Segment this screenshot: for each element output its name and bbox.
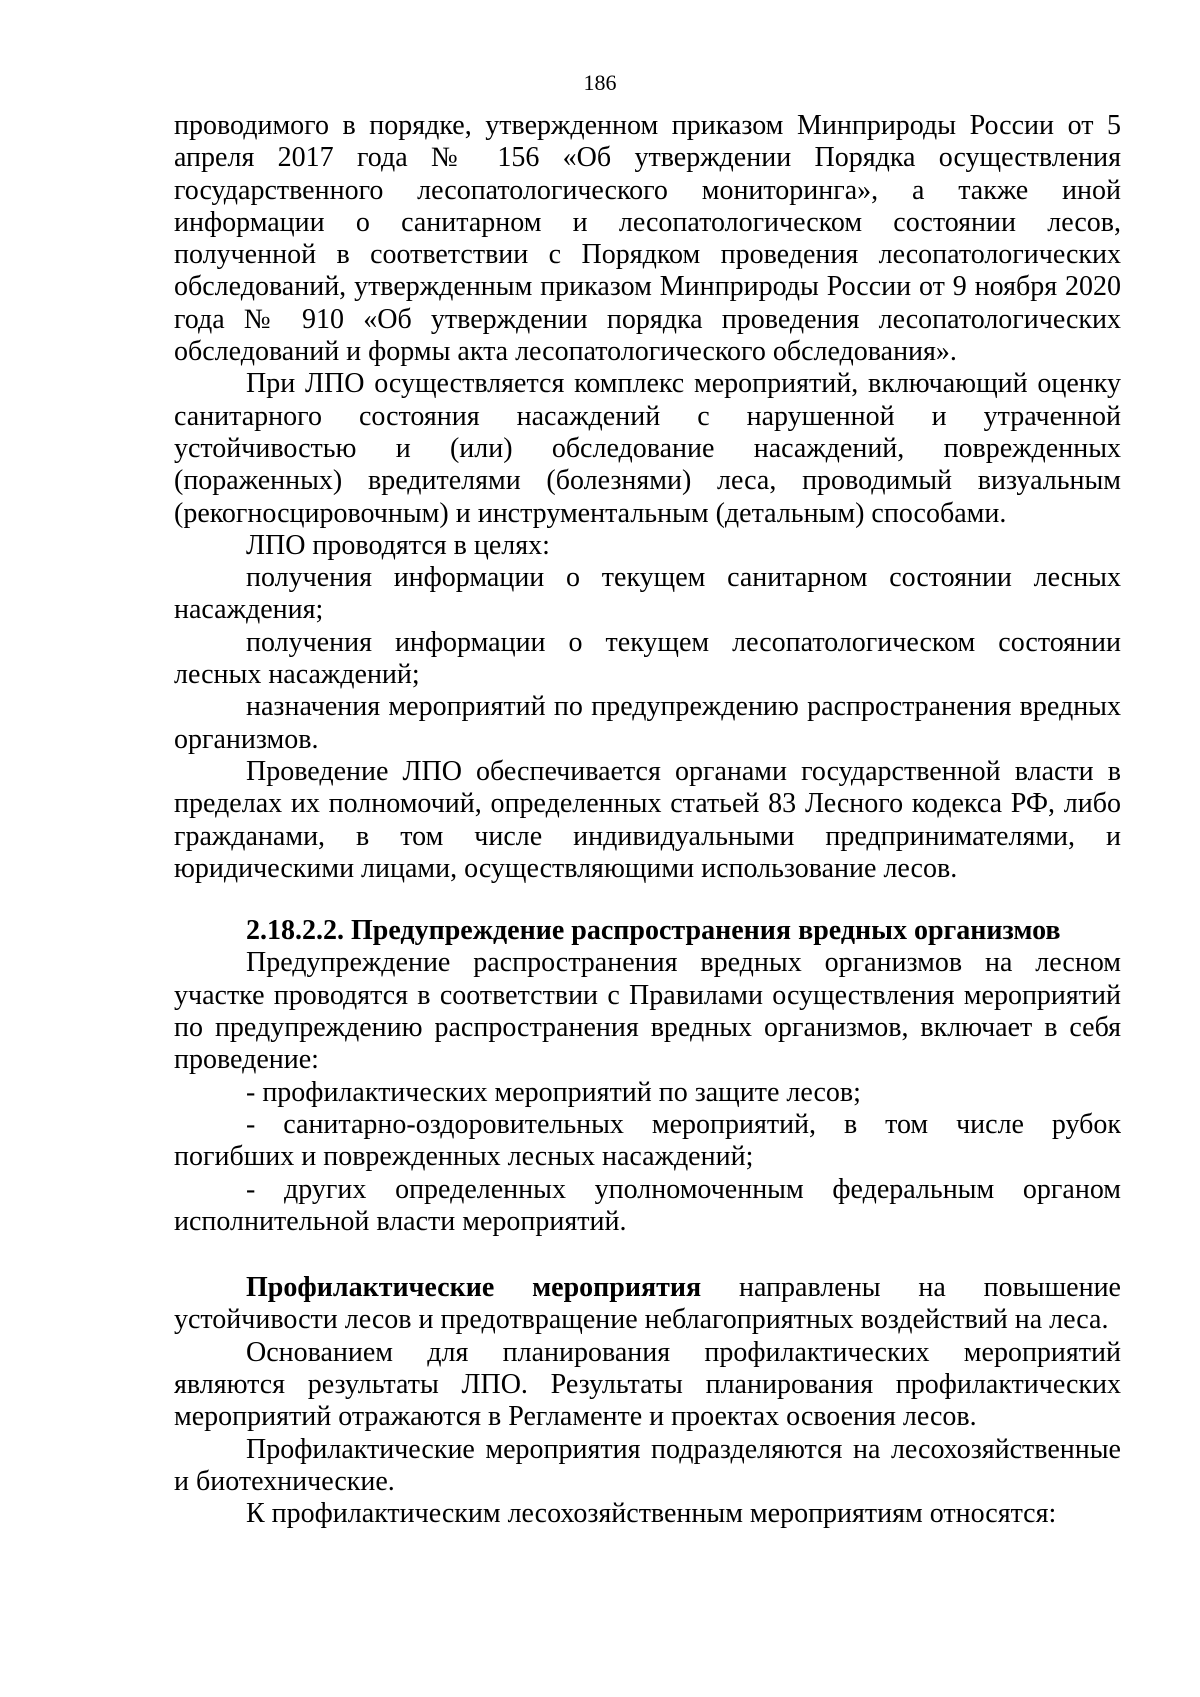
paragraph: Проведение ЛПО обеспечивается органами государственной власти в пределах их полномочий, определенных статьей 83 Лесного кодекса РФ, либо гражданами, в том числе индивидуальными предпринимателями, и юридическими лицами, осуществляющими использование лесов. <box>174 755 1121 884</box>
paragraph: проводимого в порядке, утвержденном приказом Минприроды России от 5 апреля 2017 года № 156 «Об утверждении Порядка осуществления государственного лесопатологического мониторинга», а также иной информации о санитарном и лесопатологическом состоянии лесов, полученной в соответствии с Порядком проведения лесопатологических обследований, утвержденным приказом Минприроды России от 9 ноября 2020 года № 910 «Об утверждении порядка проведения лесопатологических обследований и формы акта лесопатологического обследования». <box>174 110 1121 368</box>
paragraph: К профилактическим лесохозяйственным мероприятиям относятся: <box>246 1498 1057 1530</box>
paragraph: При ЛПО осуществляется комплекс мероприятий, включающий оценку санитарного состояния насаждений с нарушенной и утраченной устойчивостью и (или) обследование насаждений, поврежденных (пораженных) вредителями (болезнями) леса, проводимый визуальным (рекогносцировочным) и инструментальным (детальным) способами. <box>174 368 1121 529</box>
paragraph: Предупреждение распространения вредных организмов на лесном участке проводятся в соответствии с Правилами осуществления мероприятий по предупреждению распространения вредных организмов, включает в себя проведение: <box>174 947 1121 1076</box>
list-item: назначения мероприятий по предупреждению распространения вредных организмов. <box>174 691 1121 755</box>
section-heading: 2.18.2.2. Предупреждение распространения вредных организмов <box>246 915 1061 947</box>
bold-term: Профилактические мероприятия <box>246 1272 702 1304</box>
paragraph: ЛПО проводятся в целях: <box>246 529 550 561</box>
list-item: - профилактических мероприятий по защите лесов; <box>246 1076 861 1108</box>
paragraph: Профилактические мероприятия подразделяются на лесохозяйственные и биотехнические. <box>174 1433 1121 1497</box>
paragraph: Основанием для планирования профилактических мероприятий являются результаты ЛПО. Результаты планирования профилактических мероприятий отражаются в Регламенте и проектах освоения лесов. <box>174 1336 1121 1433</box>
paragraph <box>174 1272 1121 1337</box>
page-number: 186 <box>583 70 617 95</box>
list-item: - других определенных уполномоченным федеральным органом исполнительной власти мероприятий. <box>174 1173 1121 1237</box>
paragraph-text: направлены на повышение устойчивости лесов и предотвращение неблагоприятных воздействий на леса. <box>174 1272 1121 1336</box>
list-item: - санитарно-оздоровительных мероприятий, в том числе рубок погибших и поврежденных лесных насаждений; <box>174 1108 1121 1173</box>
document-body <box>174 110 1121 1530</box>
list-item: получения информации о текущем санитарном состоянии лесных насаждения; <box>174 562 1121 626</box>
list-item: получения информации о текущем лесопатологическом состоянии лесных насаждений; <box>174 626 1121 691</box>
